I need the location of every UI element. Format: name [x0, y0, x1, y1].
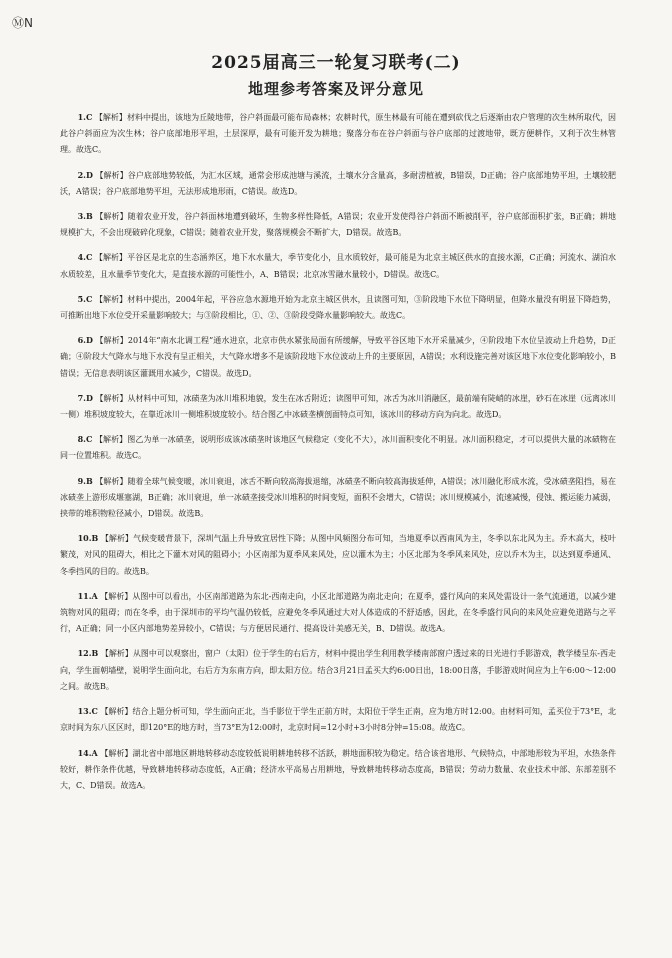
- answer-explanation: 【解析】随着全球气候变暖，冰川衰退，冰舌不断向较高海拔退缩，冰碛垄不断向较高海拔延伸，A错误；冰川融化形成水流，受冰碛垄阻挡，易在冰碛垄上游形成堰塞湖，B正确；冰川衰退，单一冰碛垄接受冰川堆积的时间变短，面积不会增大，C错误；冰川规模减小，流速减慢，侵蚀、搬运能力减弱，挟带的堆积物粒径减小，D错误。故选B。: [60, 476, 616, 519]
- answer-number: 13.C: [77, 706, 98, 717]
- answer-list: [60, 101, 616, 800]
- answer-explanation: 【解析】平谷区是北京的生态涵养区，地下水水量大，季节变化小，且水质较好，最可能是为北京主城区供水的直接水源，C正确；河流水、湖泊水水质较差，且水量季节变化大，是直接水源的可能性小，A、B错误；北京冰雪融水量较小，D错误。故选C。: [60, 253, 616, 279]
- answer-number: 10.B: [77, 533, 99, 544]
- answer-item: [60, 332, 616, 382]
- answer-number: 6.D: [77, 335, 93, 346]
- answer-explanation: 【解析】随着农业开发，谷户斜面林地遭到破坏，生物多样性降低，A错误；农业开发使得谷户斜面不断被削平，谷户底部面积扩张，B正确；耕地规模扩大，不会出现破碎化现象，C错误；随着农业开发，聚落规模会不断扩大，D错误。故选B。: [60, 212, 616, 238]
- answer-number: 7.D: [77, 392, 93, 403]
- answer-item: [60, 167, 616, 200]
- answer-explanation: 【解析】结合上题分析可知，学生面向正北，当手影位于学生正前方时，太阳位于学生正南，应为地方时12:00。由材料可知，孟买位于73°E，北京时间为东八区区时，即120°E的地方时，当73°E为12:00时，北京时间=12小时+3小时8分钟=15:08。故选C。: [60, 707, 616, 733]
- answer-item: [60, 291, 616, 324]
- answer-number: 8.C: [77, 434, 93, 445]
- answer-number: 12.B: [77, 648, 99, 659]
- answer-explanation: 【解析】材料中提出，该地为丘陵地带，谷户斜面最可能布局森林；农耕时代，原生林最有可能在遭到砍伐之后逐渐由农户管理的次生林所取代，因此谷户斜面应为次生林；谷户底部地形平坦，土层深厚，最有可能开发为耕地；聚落分布在谷户斜面与谷户底部的过渡地带，既方便耕作，又利于次生林管理。故选C。: [60, 113, 616, 155]
- answer-explanation: 【解析】从图中可以看出，小区南部道路为东北-西南走向，小区北部道路为南北走向；在夏季，盛行风向的来风处需设计一条气流通道，以减少建筑物对风的阻碍；而在冬季，由于深圳市的平均气温仍较低，应避免冬季风通过大对人体造成的不舒适感，因此，在冬季盛行风向的来风处应避免道路与之平行，A正确；同一小区内部地势差异较小，C错误；与方便居民通行、提高设计美感无关，B、D错误。故选A。: [60, 591, 616, 634]
- answer-number: 4.C: [77, 252, 93, 263]
- answer-number: 14.A: [77, 747, 98, 758]
- answer-number: 9.B: [77, 475, 93, 486]
- answer-explanation: 【解析】2014年“南水北调工程”通水进京，北京市供水紧张局面有所缓解，导致平谷区地下水开采量减少，④阶段地下水位呈波动上升趋势，D正确；④阶段大气降水与地下水没有呈正相关，大气降水增多不是该阶段地下水位波动上升的主要原因，A错误；水利设施完善对该区地下水位变化影响较小，B错误；无信息表明该区灌溉用水减少，C错误。故选D。: [60, 336, 616, 378]
- answer-number: 1.C: [77, 112, 93, 122]
- document-subtitle: 地理参考答案及评分意见: [247, 80, 424, 98]
- answer-number: 3.B: [77, 211, 93, 222]
- answer-item: [60, 588, 616, 638]
- answer-item: [60, 645, 616, 695]
- answer-explanation: 【解析】湖北省中部地区耕地转移动态度较低说明耕地转移不活跃，耕地面积较为稳定。结合该省地形、气候特点，中部地形较为平坦，水热条件较好，耕作条件优越，导致耕地转移动态度低，A正确；经济水平高易占用耕地，导致耕地转移动态度高，B错误；劳动力数量、农业技术中部、东部差别不大，C、D错误。故选A。: [60, 748, 616, 790]
- answer-explanation: 【解析】从材料中可知，冰碛垄为冰川堆积地貌，发生在冰舌附近；读图甲可知，冰舌为冰川消融区，最前端有陡峭的冰崖，砂石在冰崖（远离冰川一侧）堆积坡度较大，在靠近冰川一侧堆积坡度较小。结合图乙中冰碛垄横剖面特点可知，该冰川的移动方向为向北。故选D。: [60, 393, 616, 420]
- answer-item: [60, 109, 616, 159]
- answer-explanation: 【解析】气候变暖背景下，深圳气温上升导致宜居性下降；从图中风频图分布可知，当地夏季以西南风为主，冬季以东北风为主。乔木高大，枝叶繁茂，对风的阻碍大，相比之下灌木对风的阻碍小；小区南部为夏季风来风处，应以灌木为主；小区北部为冬季风来风处，应以乔木为主，以达到夏季通风、冬季挡风的目的。故选B。: [60, 534, 616, 576]
- corner-logo-mark: ⓂN: [12, 16, 33, 30]
- answer-explanation: 【解析】从图中可以观察出，窗户（太阳）位于学生的右后方，材料中提出学生利用教学楼南部窗户透过来的日光进行手影游戏，教学楼呈东-西走向，学生面朝墙壁，说明学生面向北，右后方为东南方向，即太阳方位。结合3月21日孟买大约6:00日出，18:00日落，手影游戏时间应为上午6:00～12:00之间。故选B。: [60, 649, 617, 691]
- answer-item: [60, 208, 616, 241]
- document-title: 2025届高三一轮复习联考(二): [211, 53, 461, 73]
- answer-explanation: 【解析】材料中提出，2004年起，平谷应急水源地开始为北京主城区供水，且读图可知，③阶段地下水位下降明显，但降水量没有明显下降趋势，可推断出地下水位受开采量影响较大；与③阶段相比，①、②、③阶段受降水量影响较大。故选C。: [60, 294, 616, 321]
- answer-item: [60, 703, 616, 736]
- answer-item: [60, 431, 616, 464]
- answer-item: [60, 745, 616, 795]
- answer-number: 2.D: [77, 169, 93, 180]
- answer-explanation: 【解析】谷户底部地势较低，为汇水区域，通常会形成池塘与溪流，土壤水分含量高，多耐涝植被，B错误，D正确；谷户底部地势平坦，土壤较肥沃，A错误；谷户底部地势平坦，无法形成地形雨，C错误。故选D。: [60, 170, 616, 196]
- answer-explanation: 【解析】图乙为单一冰碛垄，说明形成该冰碛垄时该地区气候稳定（变化不大），冰川面积变化不明显。冰川面积稳定，才可以提供大量的冰碛物在同一位置堆积。故选C。: [60, 435, 616, 461]
- answer-number: 5.C: [77, 293, 93, 304]
- answer-item: [60, 249, 616, 282]
- answer-item: [60, 390, 616, 423]
- answer-item: [60, 530, 616, 580]
- answer-item: [60, 473, 616, 523]
- answer-number: 11.A: [77, 590, 98, 601]
